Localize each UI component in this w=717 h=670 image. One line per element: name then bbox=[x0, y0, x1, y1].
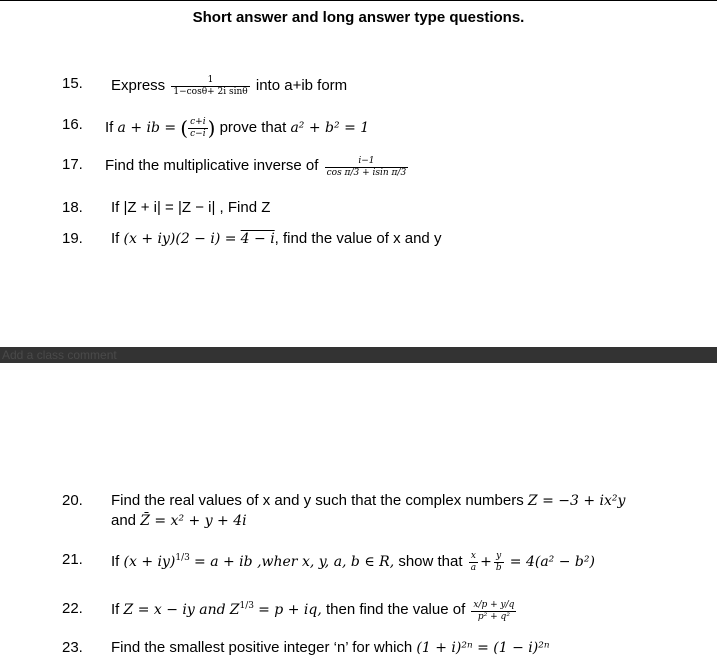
question-text: If Z = x − iy and $Z^{1/3} = p$ + iq, then find the value of $\frac{x/p + y/q}{\text{p² + q²}}$ bbox=[111, 600, 515, 622]
question-number: 22. bbox=[62, 600, 83, 617]
question-16 bbox=[0, 114, 717, 138]
question-23 bbox=[0, 639, 717, 663]
question-text: Find the multiplicative inverse of $\frac{i-1}{\text{cos π/3 + isin π/3}}$ bbox=[105, 156, 407, 178]
question-text: If (x + iy)$^{1/3}$ = a + ib ,wher x, y, a, b ∈ R, show that $\frac{x}{a}$ + $\frac{y}{b}$ = 4(a² − b²) bbox=[111, 551, 595, 573]
question-number: 17. bbox=[62, 156, 83, 173]
fraction: $\frac{x}{a}$ bbox=[470, 551, 477, 573]
question-15 bbox=[0, 73, 717, 97]
question-19 bbox=[0, 230, 717, 254]
question-text: If a + ib = ( $\frac{c+i}{c-i}$ ) prove that a² + b² = 1 bbox=[105, 116, 370, 140]
fraction: $\frac{x/p + y/q}{\text{p² + q²}}$ bbox=[473, 600, 515, 622]
top-rule bbox=[0, 0, 717, 1]
question-17 bbox=[0, 152, 717, 176]
question-number: 21. bbox=[62, 551, 83, 568]
question-text: If (x + iy)(2 − i) = 4 − i, find the value of x and y bbox=[111, 230, 442, 247]
question-number: 16. bbox=[62, 116, 83, 133]
class-comment-bar[interactable] bbox=[0, 347, 717, 363]
question-text: Find the smallest positive integer ‘n’ for which (1 + i)²ⁿ = (1 − i)²ⁿ bbox=[111, 639, 550, 656]
page-title: Short answer and long answer type questions. bbox=[192, 9, 525, 26]
question-21 bbox=[0, 551, 717, 575]
question-18 bbox=[0, 199, 717, 223]
question-number: 18. bbox=[62, 199, 83, 216]
fraction: $\frac{y}{b}$ bbox=[495, 551, 502, 573]
question-number: 19. bbox=[62, 230, 83, 247]
question-text: Express $\frac{1}{\text{1−cosθ+ 2i sinθ}}$ into a+ib form bbox=[111, 75, 348, 97]
question-20 bbox=[0, 492, 717, 532]
fraction: $\frac{1}{\text{1−cosθ+ 2i sinθ}}$ bbox=[173, 75, 248, 97]
fraction: $\frac{c+i}{c-i}$ bbox=[190, 116, 206, 139]
class-comment-label[interactable]: Add a class comment bbox=[2, 348, 117, 362]
question-text: If |Z + i| = |Z − i| , Find Z bbox=[111, 199, 271, 216]
question-number: 15. bbox=[62, 75, 83, 92]
question-text: Find the real values of x and y such that the complex numbers Z = −3 + ix²y and Z̄ = x² + y + 4i bbox=[111, 492, 626, 529]
question-number: 23. bbox=[62, 639, 83, 656]
question-22 bbox=[0, 598, 717, 622]
question-number: 20. bbox=[62, 492, 83, 509]
fraction: $\frac{i-1}{\text{cos π/3 + isin π/3}}$ bbox=[326, 156, 407, 178]
